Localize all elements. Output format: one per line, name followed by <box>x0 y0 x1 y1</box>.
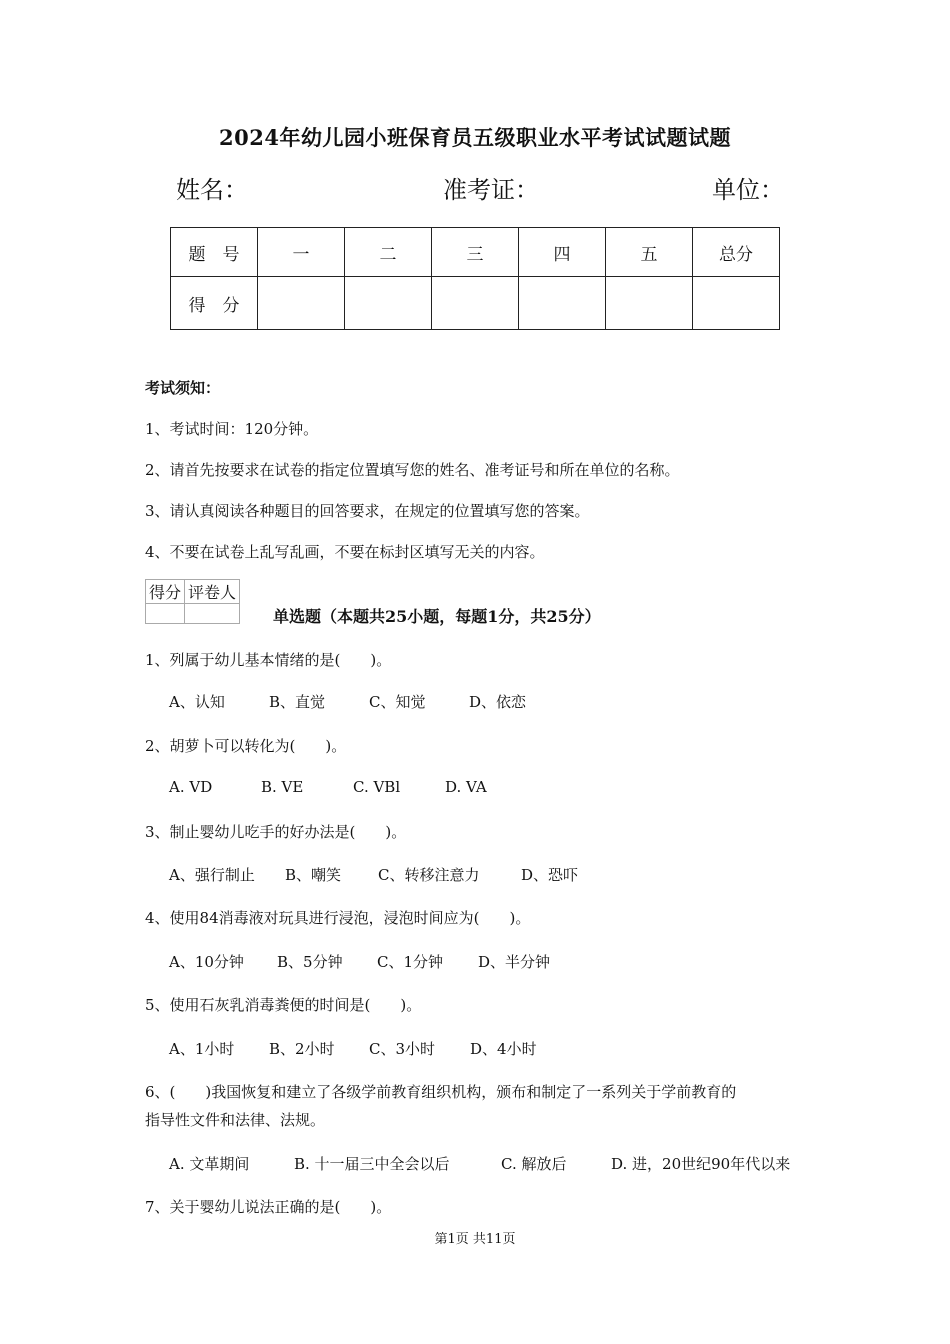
score-cell <box>606 277 693 330</box>
notice-item: 2、请首先按要求在试卷的指定位置填写您的姓名、准考证号和所在单位的名称。 <box>145 461 680 479</box>
option: C、3小时 <box>369 1040 436 1058</box>
option: D、4小时 <box>470 1040 537 1058</box>
option: A、10分钟 <box>169 953 244 971</box>
option: C、知觉 <box>369 693 426 711</box>
score-table <box>170 227 780 330</box>
grader-box-blank <box>146 604 240 624</box>
grader-box <box>145 579 240 624</box>
score-header-cell: 四 <box>519 228 606 277</box>
option: B. VE <box>261 778 304 796</box>
grader-score-cell <box>146 604 185 624</box>
option: A、1小时 <box>169 1040 235 1058</box>
notice-heading: 考试须知： <box>145 379 221 397</box>
question-options <box>169 691 526 712</box>
score-header-cell: 题 号 <box>171 228 258 277</box>
option: D、半分钟 <box>478 953 551 971</box>
option: A、认知 <box>169 693 225 711</box>
score-header-cell: 一 <box>258 228 345 277</box>
option: A. VD <box>169 778 213 796</box>
score-header-cell: 二 <box>345 228 432 277</box>
score-row-label: 得 分 <box>171 277 258 330</box>
exam-id-field-label: 准考证： <box>443 176 539 204</box>
question-options <box>169 951 550 972</box>
option: A、强行制止 <box>169 866 255 884</box>
score-cell <box>693 277 780 330</box>
grader-score-label: 得分 <box>146 580 185 604</box>
option: A. 文革期间 <box>169 1155 250 1173</box>
name-field-label: 姓名： <box>176 176 248 204</box>
option: C. 解放后 <box>501 1155 567 1173</box>
question-options <box>169 864 578 885</box>
option: D、依恋 <box>469 693 527 711</box>
option: D. 进，20世纪90年代以来 <box>611 1155 791 1173</box>
question-stem: 6、( )我国恢复和建立了各级学前教育组织机构，颁布和制定了一系列关于学前教育的 <box>145 1083 737 1101</box>
question-options <box>169 1038 537 1059</box>
option: C. VBl <box>353 778 401 796</box>
option: C、1分钟 <box>377 953 444 971</box>
question-stem: 3、制止婴幼儿吃手的好办法是( )。 <box>145 823 407 841</box>
score-cell <box>345 277 432 330</box>
option: B、5分钟 <box>277 953 343 971</box>
grader-box-header <box>146 580 240 604</box>
option: D、恐吓 <box>521 866 579 884</box>
question-options <box>169 778 487 796</box>
question-stem: 4、使用84消毒液对玩具进行浸泡，浸泡时间应为( )。 <box>145 909 531 927</box>
score-table-header-row <box>171 228 780 277</box>
score-cell <box>432 277 519 330</box>
grader-name-label: 评卷人 <box>185 580 240 604</box>
unit-field-label: 单位： <box>712 176 784 204</box>
document-title: 2024年幼儿园小班保育员五级职业水平考试试题试题 <box>219 125 731 150</box>
question-stem: 2、胡萝卜可以转化为( )。 <box>145 737 347 755</box>
score-header-cell: 五 <box>606 228 693 277</box>
notice-item: 1、考试时间：120分钟。 <box>145 420 319 438</box>
option: B、2小时 <box>269 1040 335 1058</box>
question-options <box>169 1153 790 1174</box>
option: B、嘲笑 <box>285 866 342 884</box>
notice-item: 4、不要在试卷上乱写乱画，不要在标封区填写无关的内容。 <box>145 543 545 561</box>
question-stem: 5、使用石灰乳消毒粪便的时间是( )。 <box>145 996 422 1014</box>
score-cell <box>519 277 606 330</box>
option: D. VA <box>445 778 487 796</box>
score-header-cell: 总分 <box>693 228 780 277</box>
candidate-fields <box>176 170 784 204</box>
notice-item: 3、请认真阅读各种题目的回答要求，在规定的位置填写您的答案。 <box>145 502 590 520</box>
score-header-cell: 三 <box>432 228 519 277</box>
option: C、转移注意力 <box>378 866 480 884</box>
score-cell <box>258 277 345 330</box>
score-table-score-row <box>171 277 780 330</box>
page-footer: 第1页 共11页 <box>434 1232 516 1247</box>
question-stem: 7、关于婴幼儿说法正确的是( )。 <box>145 1198 392 1216</box>
section-title: 单选题（本题共25小题，每题1分，共25分） <box>273 607 601 626</box>
option: B、直觉 <box>269 693 326 711</box>
option: B. 十一届三中全会以后 <box>294 1155 450 1173</box>
question-stem: 1、列属于幼儿基本情绪的是( )。 <box>145 651 392 669</box>
question-stem-continued: 指导性文件和法律、法规。 <box>145 1111 326 1129</box>
grader-name-cell <box>185 604 240 624</box>
